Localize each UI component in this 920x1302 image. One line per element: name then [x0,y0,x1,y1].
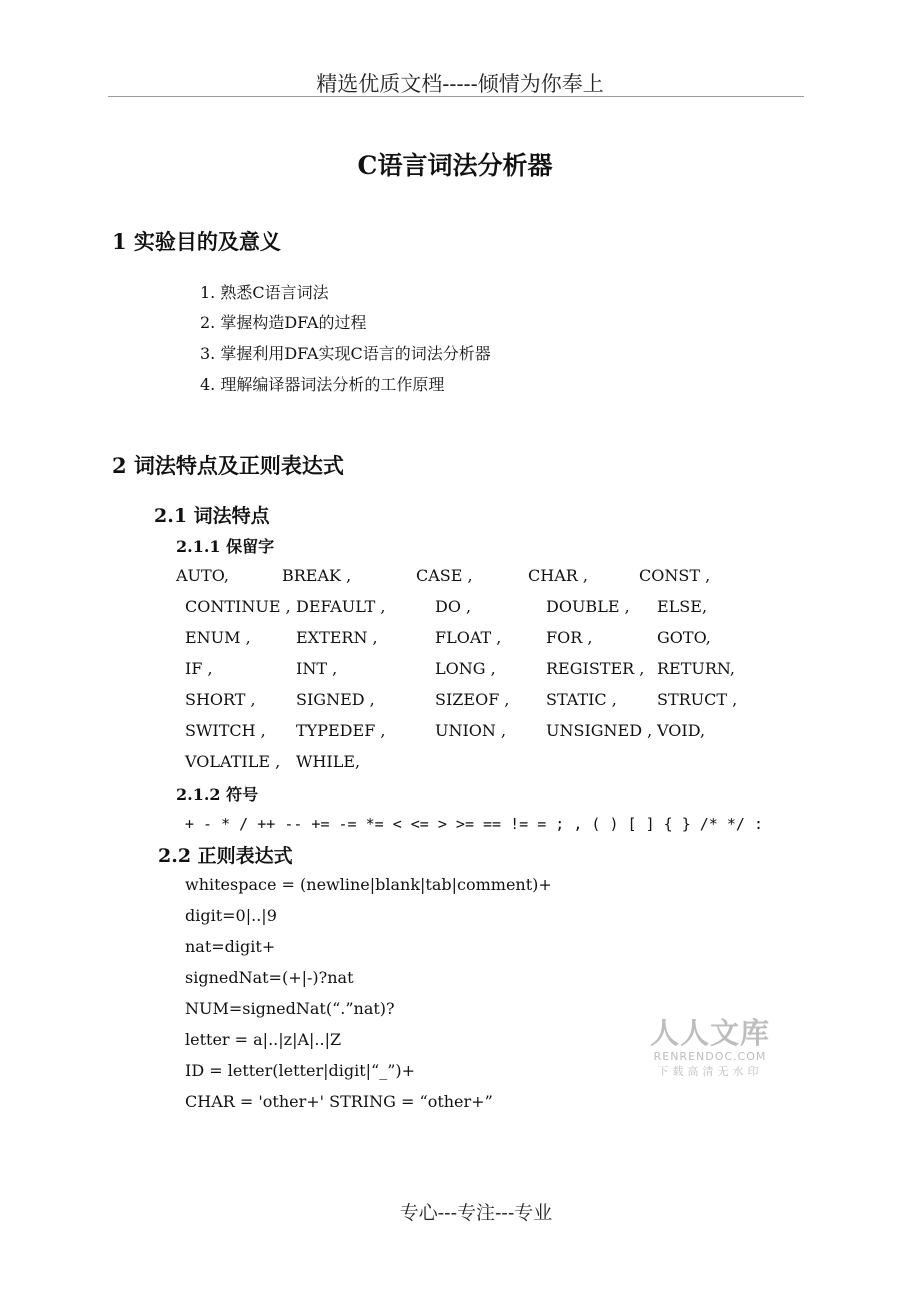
regex-line: ID = letter(letter|digit|“_”)+ [185,1061,416,1080]
symbols-heading: 2.1.2 符号 [176,785,259,804]
regex-line: CHAR = 'other+' STRING = “other+” [185,1092,493,1111]
watermark [646,1016,774,1080]
reserved-word: FLOAT , [435,628,502,647]
reserved-word: BREAK , [282,566,352,585]
reserved-word: UNSIGNED , [546,721,653,740]
reserved-word: CONTINUE , [185,597,291,616]
reserved-word: TYPEDEF , [296,721,386,740]
section-1-heading: 1 实验目的及意义 [112,229,281,254]
reserved-word: CASE , [416,566,473,585]
reserved-word: ELSE, [657,597,708,616]
reserved-word: SIZEOF , [435,690,510,709]
reserved-word: VOID, [657,721,706,740]
subsection-2-1-heading: 2.1 词法特点 [154,505,270,527]
regex-line: nat=digit+ [185,937,276,956]
reserved-word: SHORT , [185,690,256,709]
watermark-url: RENRENDOC.COM [653,1050,767,1063]
page-header: 精选优质文档-----倾情为你奉上 [316,72,604,96]
reserved-word: REGISTER , [546,659,645,678]
reserved-word: RETURN, [657,659,735,678]
regex-line: whitespace = (newline|blank|tab|comment)+ [185,875,552,894]
regex-line: digit=0|..|9 [185,906,277,925]
symbols-line: + - * / ++ -- += -= *= < <= > >= == != = ; , ( ) [ ] { } /* */ : [185,815,763,833]
regex-line: signedNat=(+|-)?nat [185,968,354,987]
reserved-word: UNION , [435,721,507,740]
document-title: C语言词法分析器 [357,151,553,180]
reserved-word: AUTO, [176,566,229,585]
list-item: 4. 理解编译器词法分析的工作原理 [200,375,445,394]
list-item: 1. 熟悉C语言词法 [200,283,329,302]
reserved-word: ENUM , [185,628,251,647]
reserved-word: IF , [185,659,213,678]
reserved-word: INT , [296,659,338,678]
page-footer: 专心---专注---专业 [399,1202,553,1224]
reserved-word: EXTERN , [296,628,378,647]
reserved-word: WHILE, [296,752,361,771]
watermark-tagline: 下载高清无水印 [657,1065,763,1078]
list-item: 3. 掌握利用DFA实现C语言的词法分析器 [200,344,491,363]
regex-line: letter = a|..|z|A|..|Z [185,1030,342,1049]
reserved-word: DO , [435,597,472,616]
subsection-2-2-heading: 2.2 正则表达式 [158,845,293,867]
reserved-word: FOR , [546,628,593,647]
section-2-heading: 2 词法特点及正则表达式 [112,453,344,478]
reserved-word: DOUBLE , [546,597,630,616]
reserved-word: SIGNED , [296,690,375,709]
watermark-logo-text: 人人文库 [649,1016,770,1050]
header-divider [108,96,804,97]
regex-line: NUM=signedNat(“.”nat)? [185,999,395,1018]
reserved-word: SWITCH , [185,721,266,740]
reserved-word: CHAR , [528,566,588,585]
reserved-word: LONG , [435,659,496,678]
reserved-word: STRUCT , [657,690,738,709]
reserved-word: GOTO, [657,628,711,647]
reserved-words-heading: 2.1.1 保留字 [176,537,275,556]
reserved-word: VOLATILE , [185,752,281,771]
reserved-word: DEFAULT , [296,597,386,616]
list-item: 2. 掌握构造DFA的过程 [200,313,367,332]
reserved-word: STATIC , [546,690,617,709]
reserved-word: CONST , [639,566,711,585]
